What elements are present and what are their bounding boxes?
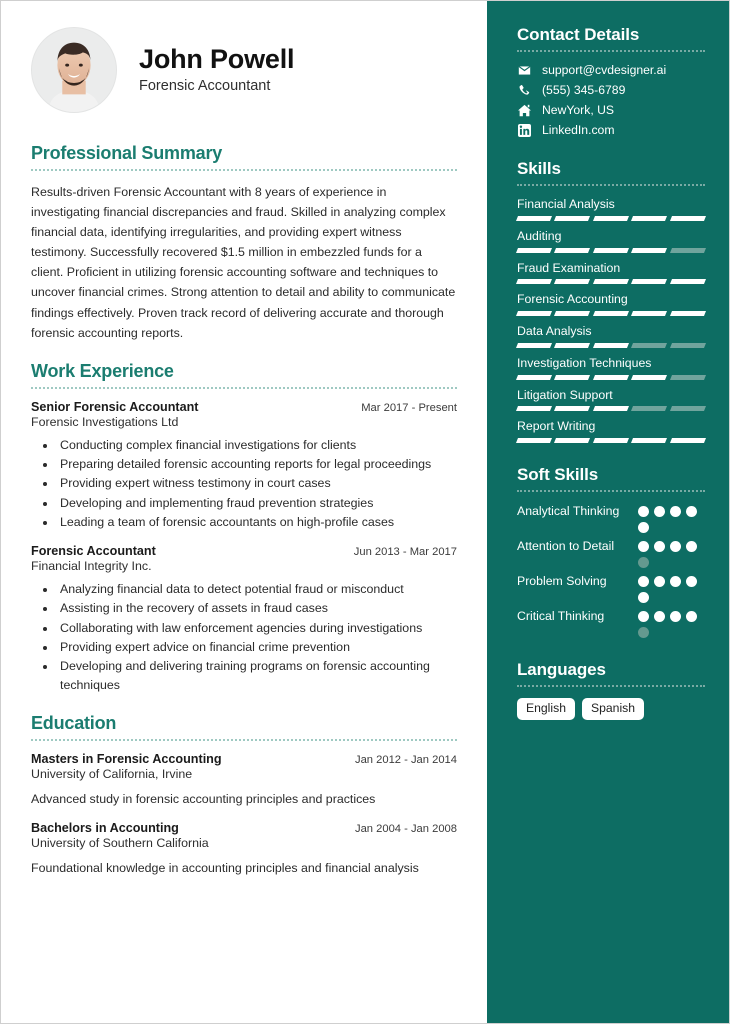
skill-segment xyxy=(670,406,706,411)
divider xyxy=(31,387,457,389)
skill-segment xyxy=(631,375,667,380)
skill-label: Fraud Examination xyxy=(517,260,621,275)
skill-level-bar xyxy=(517,279,705,284)
rating-dot xyxy=(638,592,649,603)
rating-dot xyxy=(638,522,649,533)
rating-dot xyxy=(686,576,697,587)
job-role: Forensic Accountant xyxy=(31,543,156,558)
sidebar-section-skills xyxy=(517,159,705,443)
soft-skill-item xyxy=(517,608,705,638)
skill-label: Forensic Accounting xyxy=(517,292,628,307)
skill-segment xyxy=(516,279,552,284)
skill-segment xyxy=(670,216,706,221)
skill-label: Financial Analysis xyxy=(517,197,615,211)
skill-segment xyxy=(631,216,667,221)
skill-segment xyxy=(516,343,552,348)
contact-value: NewYork, US xyxy=(542,103,615,117)
skill-segment xyxy=(670,343,706,348)
sidebar-section-languages xyxy=(517,660,705,720)
language-pill[interactable]: English xyxy=(517,698,575,720)
soft-skill-rating xyxy=(638,608,705,638)
skill-item xyxy=(517,197,705,221)
divider xyxy=(517,685,705,687)
divider xyxy=(31,739,457,741)
home-icon xyxy=(517,104,531,117)
skill-item xyxy=(517,356,705,380)
list-item: • Collaborating with law enforcement agencies during investigations xyxy=(57,619,457,638)
skill-segment xyxy=(554,216,590,221)
skill-level-bar xyxy=(517,311,705,316)
skill-segment xyxy=(631,279,667,284)
list-item: • Developing and delivering training programs on forensic accounting techniques xyxy=(57,657,457,695)
section-title-skills: Skills xyxy=(517,159,561,178)
skill-segment xyxy=(516,248,552,253)
soft-skill-label: Attention to Detail xyxy=(517,539,615,553)
education-entry-list xyxy=(31,752,457,877)
skill-segment xyxy=(593,438,629,443)
skill-segment xyxy=(554,248,590,253)
degree-name: Bachelors in Accounting xyxy=(31,820,179,835)
section-title-education: Education xyxy=(31,713,117,734)
skill-level-bar xyxy=(517,216,705,221)
rating-dot xyxy=(670,506,681,517)
sidebar-section-soft-skills xyxy=(517,465,705,638)
skill-label: Report Writing xyxy=(517,419,596,434)
sidebar xyxy=(487,1,730,1023)
skill-segment xyxy=(516,311,552,316)
list-item: • Providing expert advice on financial crime prevention xyxy=(57,638,457,657)
soft-skill-rating xyxy=(638,573,705,603)
skill-segment xyxy=(593,343,629,348)
school-name: University of California, Irvine xyxy=(31,767,193,782)
list-item: • Providing expert witness testimony in court cases xyxy=(57,474,457,493)
list-item: • Assisting in the recovery of assets in fraud cases xyxy=(57,599,457,618)
skill-item xyxy=(517,388,705,412)
work-entry-list xyxy=(31,400,457,695)
skill-segment xyxy=(631,438,667,443)
education-entry xyxy=(31,752,457,809)
skill-segment xyxy=(593,216,629,221)
skill-segment xyxy=(670,438,706,443)
responsibility-list xyxy=(31,436,457,532)
entry-date: Jun 2013 - Mar 2017 xyxy=(353,545,457,558)
school-name: University of Southern California xyxy=(31,835,209,850)
skill-segment xyxy=(670,248,706,253)
soft-skill-item xyxy=(517,573,705,603)
section-work-experience xyxy=(31,361,457,695)
skill-segment xyxy=(516,375,552,380)
skill-label: Data Analysis xyxy=(517,324,592,338)
list-item: • Developing and implementing fraud prevention strategies xyxy=(57,494,457,513)
skill-level-bar xyxy=(517,406,705,411)
rating-dot xyxy=(638,541,649,552)
entry-header xyxy=(31,400,457,414)
skill-segment xyxy=(554,406,590,411)
soft-skill-label: Analytical Thinking xyxy=(517,504,620,518)
work-entry xyxy=(31,544,457,695)
skill-segment xyxy=(516,216,552,221)
soft-skill-rating xyxy=(638,503,705,533)
summary-text: Results-driven Forensic Accountant with 8 years of experience in investigating financial discrepancies and fraud. Skilled in analyzing complex financial data, identifying irregularities, and providing expert witness testimony. Successfully recovered $1.5 million in embezzled funds for a client. Proficient in utilizing forensic accounting software and techniques to uncover financial crimes. Strong attention to detail and ability to communicate findings effectively. Proven track record of delivering accurate and thorough forensic accounting reports. xyxy=(31,185,456,340)
skill-segment xyxy=(631,406,667,411)
skill-segment xyxy=(593,248,629,253)
skill-segment xyxy=(554,311,590,316)
skill-item xyxy=(517,229,705,253)
skill-item xyxy=(517,261,705,285)
rating-dot xyxy=(686,506,697,517)
skill-label: Investigation Techniques xyxy=(517,355,652,370)
entry-date: Mar 2017 - Present xyxy=(361,401,457,414)
rating-dot xyxy=(638,576,649,587)
rating-dot xyxy=(654,576,665,587)
skill-segment xyxy=(670,375,706,380)
skill-segment xyxy=(631,248,667,253)
rating-dot xyxy=(654,611,665,622)
skill-label: Litigation Support xyxy=(517,387,613,402)
company-name: Forensic Investigations Ltd xyxy=(31,414,179,429)
rating-dot xyxy=(670,576,681,587)
soft-skill-rating xyxy=(638,538,705,568)
divider xyxy=(517,184,705,186)
skill-label: Auditing xyxy=(517,228,562,243)
skill-level-bar xyxy=(517,343,705,348)
skill-segment xyxy=(554,438,590,443)
entry-description: Foundational knowledge in accounting principles and financial analysis xyxy=(31,860,419,875)
contact-item[interactable] xyxy=(517,83,705,97)
avatar xyxy=(31,27,117,113)
contact-value: LinkedIn.com xyxy=(542,123,615,137)
profile-photo-icon xyxy=(32,28,116,112)
divider xyxy=(517,490,705,492)
sidebar-section-contact xyxy=(517,25,705,137)
contact-list xyxy=(517,63,705,137)
skill-segment xyxy=(516,406,552,411)
rating-dot xyxy=(670,611,681,622)
contact-item[interactable] xyxy=(517,103,705,117)
list-item: • Preparing detailed forensic accounting reports for legal proceedings xyxy=(57,455,457,474)
list-item: • Leading a team of forensic accountants on high-profile cases xyxy=(57,513,457,532)
job-title: Forensic Accountant xyxy=(139,77,271,94)
skill-item xyxy=(517,324,705,348)
contact-value: (555) 345-6789 xyxy=(542,83,626,97)
section-professional-summary xyxy=(31,143,457,343)
divider xyxy=(31,169,457,171)
entry-description: Advanced study in forensic accounting principles and practices xyxy=(31,792,376,807)
rating-dot xyxy=(638,627,649,638)
rating-dot xyxy=(686,541,697,552)
contact-item[interactable] xyxy=(517,123,705,137)
page-title: John Powell xyxy=(139,43,295,74)
entry-header xyxy=(31,821,457,835)
rating-dot xyxy=(654,506,665,517)
list-item: • Analyzing financial data to detect potential fraud or misconduct xyxy=(57,580,457,599)
skills-list xyxy=(517,197,705,443)
responsibility-list xyxy=(31,580,457,695)
language-list xyxy=(517,698,705,720)
linkedin-icon xyxy=(517,124,531,137)
envelope-icon xyxy=(517,64,531,77)
job-role: Senior Forensic Accountant xyxy=(31,399,199,414)
skill-segment xyxy=(593,375,629,380)
education-entry xyxy=(31,821,457,878)
skill-segment xyxy=(593,406,629,411)
divider xyxy=(517,50,705,52)
skill-level-bar xyxy=(517,375,705,380)
rating-dot xyxy=(670,541,681,552)
skill-segment xyxy=(631,311,667,316)
section-title-work: Work Experience xyxy=(31,360,174,381)
skill-segment xyxy=(554,343,590,348)
entry-date: Jan 2004 - Jan 2008 xyxy=(354,822,457,835)
rating-dot xyxy=(654,541,665,552)
entry-header xyxy=(31,544,457,558)
skill-item xyxy=(517,419,705,443)
contact-item[interactable] xyxy=(517,63,705,77)
rating-dot xyxy=(638,611,649,622)
contact-value: support@cvdesigner.ai xyxy=(542,63,667,77)
skill-level-bar xyxy=(517,248,705,253)
entry-date: Jan 2012 - Jan 2014 xyxy=(354,754,457,767)
soft-skill-item xyxy=(517,503,705,533)
skill-segment xyxy=(670,279,706,284)
section-title-languages: Languages xyxy=(517,660,606,679)
skill-item xyxy=(517,292,705,316)
list-item: • Conducting complex financial investigations for clients xyxy=(57,436,457,455)
degree-name: Masters in Forensic Accounting xyxy=(31,752,222,767)
section-title-summary: Professional Summary xyxy=(31,143,223,163)
section-title-contact: Contact Details xyxy=(517,25,640,44)
company-name: Financial Integrity Inc. xyxy=(31,558,152,573)
skill-segment xyxy=(554,279,590,284)
soft-skill-item xyxy=(517,538,705,568)
header-text xyxy=(139,45,294,96)
soft-skill-label: Problem Solving xyxy=(517,574,607,588)
skill-segment xyxy=(631,343,667,348)
work-entry xyxy=(31,400,457,532)
section-education xyxy=(31,713,457,877)
rating-dot xyxy=(638,506,649,517)
section-title-soft-skills: Soft Skills xyxy=(517,465,599,484)
language-pill[interactable]: Spanish xyxy=(582,698,644,720)
skill-segment xyxy=(554,375,590,380)
entry-header xyxy=(31,752,457,766)
resume-header xyxy=(31,27,457,113)
soft-skill-label: Critical Thinking xyxy=(517,609,605,623)
main-column xyxy=(1,1,487,1023)
skill-level-bar xyxy=(517,438,705,443)
skill-segment xyxy=(593,279,629,284)
rating-dot xyxy=(638,557,649,568)
skill-segment xyxy=(670,311,706,316)
soft-skills-list xyxy=(517,503,705,638)
rating-dot xyxy=(686,611,697,622)
skill-segment xyxy=(516,438,552,443)
phone-icon xyxy=(517,84,531,97)
skill-segment xyxy=(593,311,629,316)
